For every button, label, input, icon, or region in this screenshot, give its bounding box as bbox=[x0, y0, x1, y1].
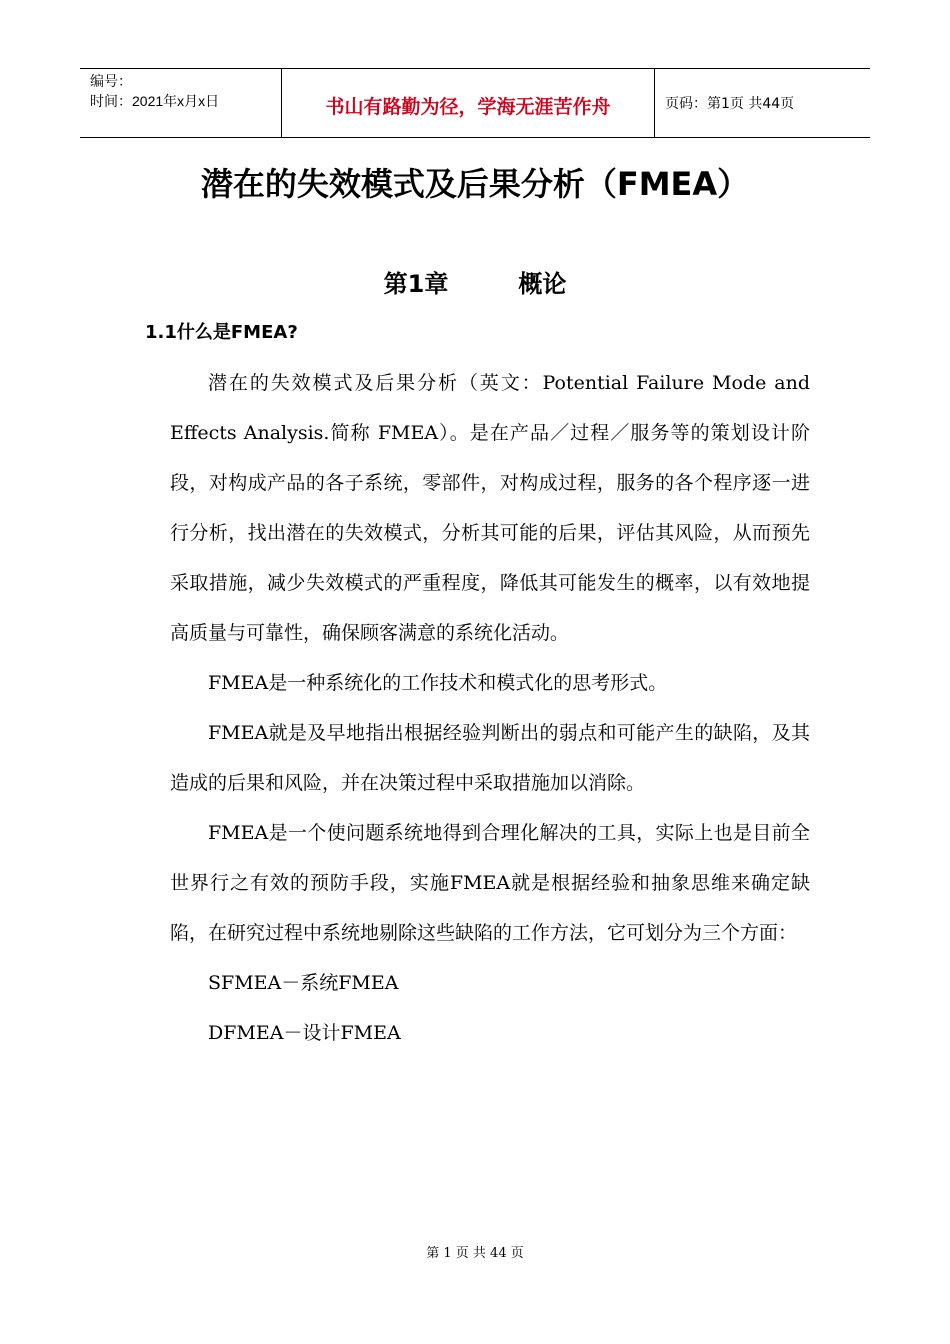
header-left-cell bbox=[80, 69, 282, 137]
paragraph: FMEA就是及早地指出根据经验判断出的弱点和可能产生的缺陷，及其造成的后果和风险，并在决策过程中采取措施加以消除。 bbox=[170, 722, 810, 794]
section-heading: 1.1什么是FMEA? bbox=[145, 322, 298, 343]
paragraph: 潜在的失效模式及后果分析（英文：Potential Failure Mode and Effects Analysis.简称 FMEA）。是在产品／过程／服务等的策划设计阶段，对构成产品的各子系统，零部件，对构成过程，服务的各个程序逐一进行分析，找出潜在的失效模式，分析其可能的后果，评估其风险，从而预先采取措施，减少失效模式的严重程度，降低其可能发生的概率，以有效地提高质量与可靠性，确保顾客满意的系统化活动。 bbox=[170, 372, 810, 644]
header-motto-cell bbox=[282, 69, 655, 137]
number-label: 编号： bbox=[90, 73, 132, 89]
paragraph: FMEA是一个使问题系统地得到合理化解决的工具，实际上也是目前全世界行之有效的预防手段，实施FMEA就是根据经验和抽象思维来确定缺陷，在研究过程中系统地剔除这些缺陷的工作方法，它可划分为三个方面： bbox=[170, 822, 810, 944]
paragraph: SFMEA－系统FMEA bbox=[208, 972, 399, 994]
time-label: 时间：2021年x月x日 bbox=[90, 93, 220, 109]
document-header bbox=[80, 68, 870, 138]
motto: 书山有路勤为径，学海无涯苦作舟 bbox=[325, 95, 611, 118]
paragraph: FMEA是一种系统化的工作技术和模式化的思考形式。 bbox=[208, 672, 668, 694]
body-text bbox=[170, 358, 810, 1058]
paragraph: DFMEA－设计FMEA bbox=[208, 1022, 401, 1044]
page-info: 页码：第1页 共44页 bbox=[665, 96, 795, 112]
page-footer: 第 1 页 共 44 页 bbox=[426, 1246, 524, 1261]
document-title: 潜在的失效模式及后果分析（FMEA） bbox=[200, 165, 750, 203]
chapter-heading bbox=[0, 264, 950, 304]
chapter-name: 概论 bbox=[518, 270, 567, 298]
header-page-cell bbox=[655, 69, 870, 137]
chapter-number: 第1章 bbox=[383, 270, 449, 298]
